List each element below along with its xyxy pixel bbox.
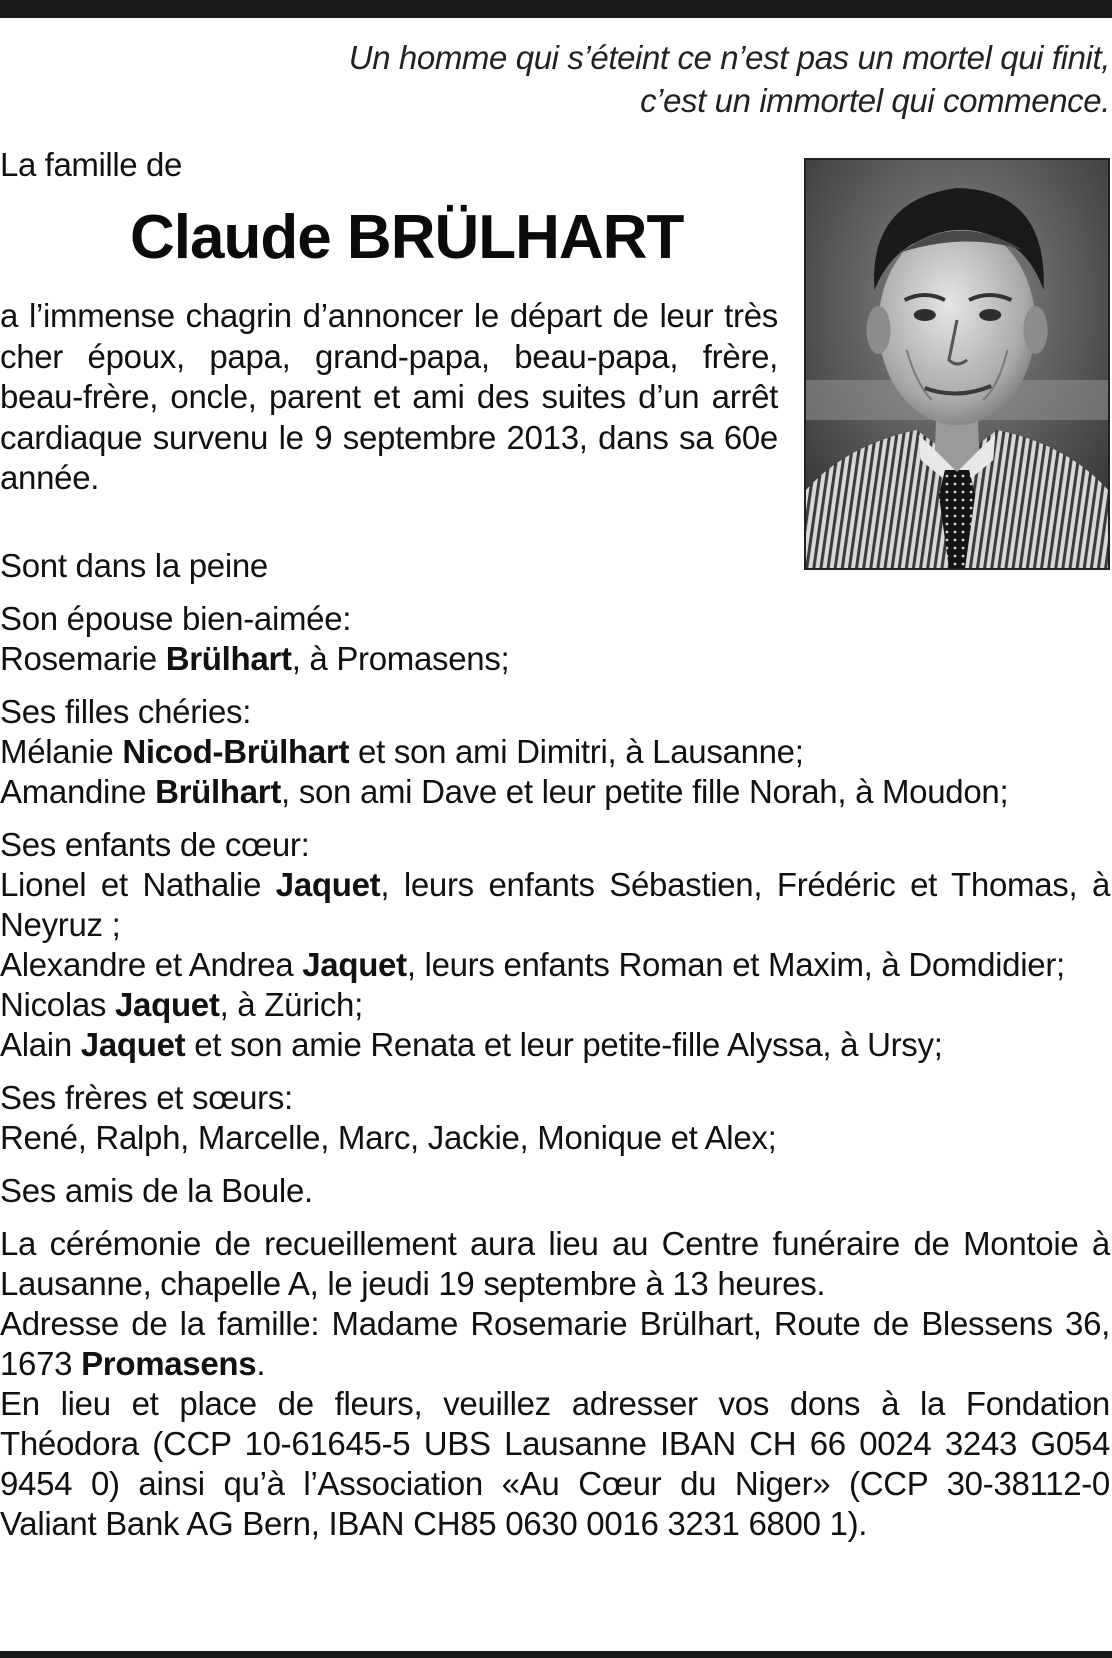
surname: Jaquet <box>114 986 220 1023</box>
portrait-photo <box>804 158 1110 570</box>
entry-detail: , à Promasens; <box>291 640 510 677</box>
family-address <box>0 1304 1110 1384</box>
first-names: Nicolas <box>0 986 107 1023</box>
surname: Nicod-Brülhart <box>122 733 350 770</box>
daughters-label: Ses filles chéries: <box>0 693 252 730</box>
mourners-section <box>0 546 1110 1544</box>
siblings-label: Ses frères et sœurs: <box>0 1079 293 1116</box>
entry-detail: , à Zürich; <box>219 986 363 1023</box>
first-names: Alain <box>0 1026 72 1063</box>
surname: Jaquet <box>80 1026 186 1063</box>
heart-children-label: Ses enfants de cœur: <box>0 826 310 863</box>
spouse-entry <box>0 639 1110 679</box>
address-end: . <box>256 1345 266 1382</box>
entry-detail: et son amie Renata et leur petite-fille Alyssa, à Ursy; <box>185 1026 943 1063</box>
entry-detail: , son ami Dave et leur petite fille Norah, à Moudon; <box>281 773 1009 810</box>
surname: Jaquet <box>275 866 381 903</box>
ceremony-info: La cérémonie de recueillement aura lieu au Centre funéraire de Montoie à Lausanne, chapelle A, le jeudi 19 septembre à 13 heures. <box>0 1225 1110 1302</box>
surname: Jaquet <box>302 946 407 983</box>
top-rule <box>0 0 1112 18</box>
heart-child-entry <box>0 1025 1110 1065</box>
heart-child-entry <box>0 985 1110 1025</box>
siblings-list: René, Ralph, Marcelle, Marc, Jackie, Monique et Alex; <box>0 1119 777 1156</box>
portrait-photo-image <box>806 160 1108 568</box>
address-city: Promasens <box>81 1345 257 1382</box>
first-names: Rosemarie <box>0 640 157 677</box>
spouse-label: Son épouse bien-aimée: <box>0 600 352 637</box>
entry-detail: , leurs enfants Sébastien, Frédéric et Thomas, à Neyruz ; <box>0 866 1110 943</box>
bottom-rule <box>0 1651 1112 1658</box>
first-names: Alexandre et Andrea <box>0 946 294 983</box>
entry-detail: et son ami Dimitri, à Lausanne; <box>349 733 804 770</box>
announcement: a l’immense chagrin d’annoncer le départ de leur très cher époux, papa, grand-papa, beau-papa, frère, beau-frère, oncle, parent et ami des suites d’un arrêt cardiaque survenu le 9 septembre 2013, dans sa 60e année. <box>0 297 778 496</box>
friends-line: Ses amis de la Boule. <box>0 1172 313 1209</box>
daughter-entry <box>0 772 1110 812</box>
daughter-entry <box>0 732 1110 772</box>
deceased-name: Claude BRÜLHART <box>130 203 684 272</box>
heart-child-entry <box>0 865 1110 945</box>
address-text: Adresse de la famille: Madame Rosemarie Brülhart, Route de Blessens 36, 1673 <box>0 1305 1110 1382</box>
first-names: Mélanie <box>0 733 114 770</box>
epigraph-line-1: Un homme qui s’éteint ce n’est pas un mortel qui finit, <box>348 39 1110 76</box>
surname: Brülhart <box>155 773 282 810</box>
heart-child-entry <box>0 945 1110 985</box>
donations-info: En lieu et place de fleurs, veuillez adresser vos dons à la Fondation Théodora (CCP 10-61645-5 UBS Lausanne IBAN CH 66 0024 3243 G054 9454 0) ainsi qu’à l’Association «Au Cœur du Niger» (CCP 30-38112-0 Valiant Bank AG Bern, IBAN CH85 0630 0016 3231 6800 1). <box>0 1385 1110 1542</box>
entry-detail: , leurs enfants Roman et Maxim, à Domdidier; <box>406 946 1065 983</box>
famille-label: La famille de <box>0 146 182 183</box>
first-names: Amandine <box>0 773 147 810</box>
epigraph-line-2: c’est un immortel qui commence. <box>640 82 1110 119</box>
mourners-heading: Sont dans la peine <box>0 547 268 584</box>
first-names: Lionel et Nathalie <box>0 866 262 903</box>
epigraph <box>349 36 1110 122</box>
surname: Brülhart <box>165 640 292 677</box>
